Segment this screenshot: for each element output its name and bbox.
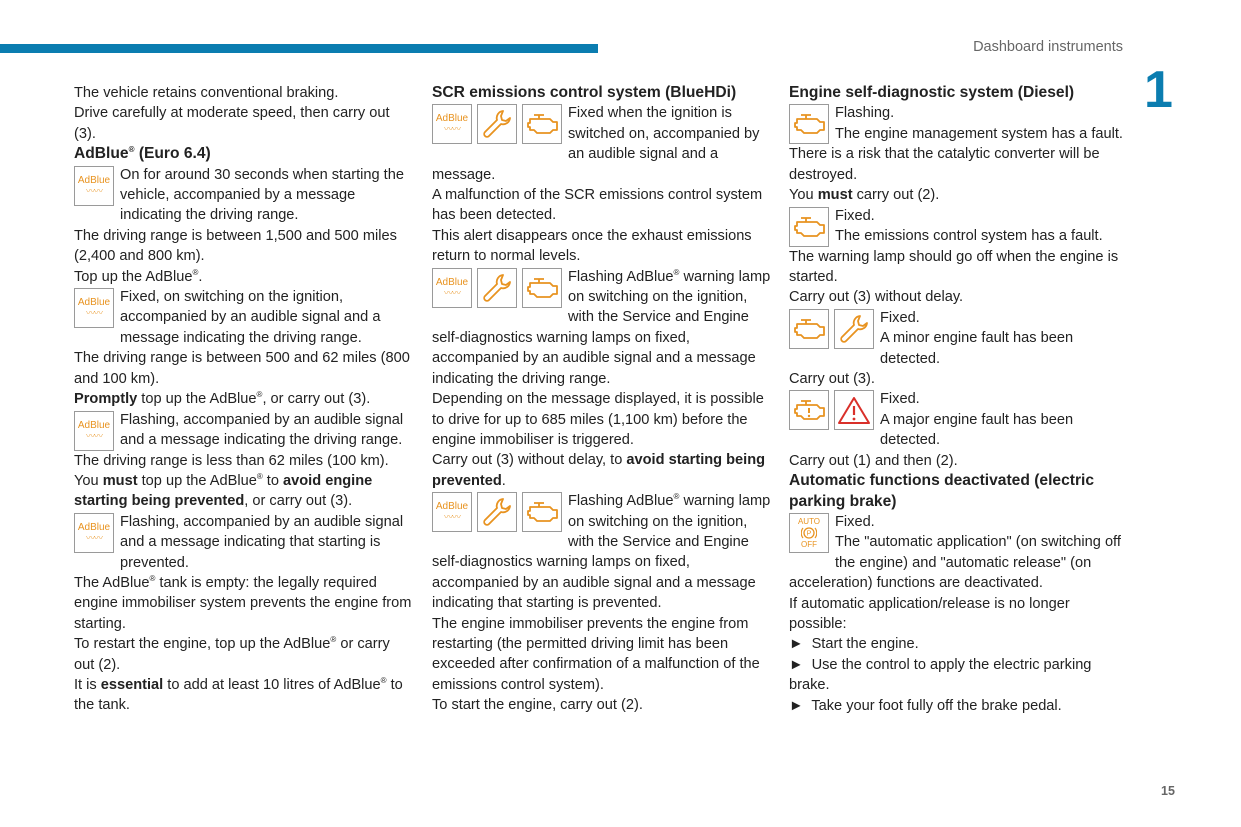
- adblue-icon: AdBlue 〰〰: [432, 492, 472, 532]
- column-scr: [432, 83, 772, 716]
- paragraph: There is a risk that the catalytic converter will be destroyed.: [789, 146, 1100, 183]
- adblue-icon: AdBlue 〰〰: [74, 411, 114, 451]
- wrench-icon: [477, 492, 517, 532]
- paragraph: Promptly top up the AdBlue®, or carry out (3).: [74, 390, 371, 408]
- paragraph: The driving range is between 500 and 62 miles (800 and 100 km).: [74, 350, 410, 387]
- engine-icon: [789, 309, 829, 349]
- column-engine-diagnostic: [789, 83, 1129, 716]
- warning-block: AdBlue 〰〰 Flashing AdBlue® warning lamp on switching on the ignition, with the Service and Engine self-diagnostics warning lamps on fixed, accompanied by an audible signal and a message indicating the driving range.: [432, 267, 771, 387]
- paragraph: Carry out (1) and then (2).: [789, 452, 958, 469]
- warning-block: AdBlue 〰〰 Fixed, on switching on the ignition, accompanied by an audible signal and a message indicating the driving range.: [74, 287, 414, 348]
- page-number: 15: [1161, 784, 1175, 798]
- list-item: ► Start the engine.: [789, 636, 919, 653]
- warning-block: AUTO P OFF Fixed. The "automatic application" (on switching off the engine) and "automatic release" (on acceleration) functions are deactivated.: [789, 513, 1121, 592]
- list-item: ► Use the control to apply the electric parking brake.: [789, 656, 1092, 694]
- engine-icon: [789, 104, 829, 144]
- paragraph: The vehicle retains conventional braking.: [74, 85, 339, 101]
- list-item: ► Take your foot fully off the brake pedal.: [789, 697, 1062, 714]
- adblue-icon: AdBlue 〰〰: [74, 513, 114, 553]
- warning-block: AdBlue 〰〰 Flashing AdBlue® warning lamp on switching on the ignition, with the Service and Engine self-diagnostics warning lamps on fixed, accompanied by an audible signal and a message indicating that starting is prevented.: [432, 492, 771, 612]
- paragraph: It is essential to add at least 10 litres of AdBlue® to the tank.: [74, 676, 403, 714]
- adblue-icon: AdBlue 〰〰: [74, 166, 114, 206]
- warning-block: AdBlue 〰〰 On for around 30 seconds when starting the vehicle, accompanied by a message indicating the driving range.: [74, 165, 414, 226]
- paragraph: The engine immobiliser prevents the engine from restarting (the permitted driving limit has been exceeded after confirmation of a malfunction of the emissions control system).: [432, 615, 760, 693]
- chapter-number: 1: [1144, 61, 1173, 119]
- auto-parking-brake-off-icon: AUTO P OFF: [789, 513, 829, 553]
- engine-fault-icon: [789, 390, 829, 430]
- warning-block: Flashing. The engine management system has a fault.: [789, 103, 1129, 144]
- paragraph: The AdBlue® tank is empty: the legally required engine immobiliser system prevents the engine from starting.: [74, 574, 412, 632]
- warning-block: AdBlue 〰〰 Flashing, accompanied by an audible signal and a message indicating that starting is prevented.: [74, 512, 414, 573]
- paragraph: The driving range is between 1,500 and 500 miles (2,400 and 800 km).: [74, 227, 397, 265]
- heading-engine-diagnostic: Engine self-diagnostic system (Diesel): [789, 84, 1075, 101]
- section-title: Dashboard instruments: [973, 39, 1123, 55]
- engine-icon: [522, 268, 562, 308]
- paragraph: This alert disappears once the exhaust emissions return to normal levels.: [432, 227, 752, 265]
- warning-block: Fixed. A minor engine fault has been detected.: [789, 308, 1129, 369]
- paragraph: Depending on the message displayed, it is possible to drive for up to 685 miles (1,100 km) before the engine immobiliser is triggered.: [432, 391, 764, 448]
- warning-triangle-icon: [834, 390, 874, 430]
- warning-block: AdBlue 〰〰 Flashing, accompanied by an audible signal and a message indicating the driving range.: [74, 410, 414, 451]
- paragraph: Carry out (3) without delay.: [789, 289, 964, 306]
- warning-block: Fixed. The emissions control system has a fault.: [789, 206, 1129, 247]
- paragraph: The warning lamp should go off when the engine is started.: [789, 248, 1119, 286]
- paragraph: If automatic application/release is no longer possible:: [789, 595, 1070, 632]
- warning-block: Fixed. A major engine fault has been detected.: [789, 389, 1129, 450]
- wrench-icon: [477, 104, 517, 144]
- paragraph: You must carry out (2).: [789, 187, 940, 204]
- paragraph: To restart the engine, top up the AdBlue® or carry out (2).: [74, 635, 390, 673]
- header-accent-bar: [0, 44, 598, 53]
- engine-icon: [522, 104, 562, 144]
- paragraph: The driving range is less than 62 miles (100 km).: [74, 452, 389, 469]
- paragraph: To start the engine, carry out (2).: [432, 697, 643, 714]
- heading-adblue: AdBlue® (Euro 6.4): [74, 145, 211, 163]
- paragraph: You must top up the AdBlue® to avoid engine starting being prevented, or carry out (3).: [74, 472, 373, 510]
- paragraph: Drive carefully at moderate speed, then carry out (3).: [74, 105, 390, 142]
- svg-text:P: P: [806, 530, 812, 538]
- paragraph: Carry out (3) without delay, to avoid starting being prevented.: [432, 452, 766, 489]
- paragraph: Carry out (3).: [789, 371, 875, 388]
- paragraph: Top up the AdBlue®.: [74, 267, 203, 285]
- engine-icon: [522, 492, 562, 532]
- heading-parking-brake: Automatic functions deactivated (electric parking brake): [789, 472, 1095, 510]
- warning-block: AdBlue 〰〰 Fixed when the ignition is switched on, accompanied by an audible signal and a message.: [432, 105, 760, 183]
- wrench-icon: [477, 268, 517, 308]
- paragraph: A malfunction of the SCR emissions control system has been detected.: [432, 187, 763, 224]
- wrench-icon: [834, 309, 874, 349]
- adblue-icon: AdBlue 〰〰: [74, 288, 114, 328]
- adblue-icon: AdBlue 〰〰: [432, 104, 472, 144]
- column-adblue: [74, 83, 414, 716]
- engine-icon: [789, 207, 829, 247]
- heading-scr: SCR emissions control system (BlueHDi): [432, 84, 737, 101]
- adblue-icon: AdBlue 〰〰: [432, 268, 472, 308]
